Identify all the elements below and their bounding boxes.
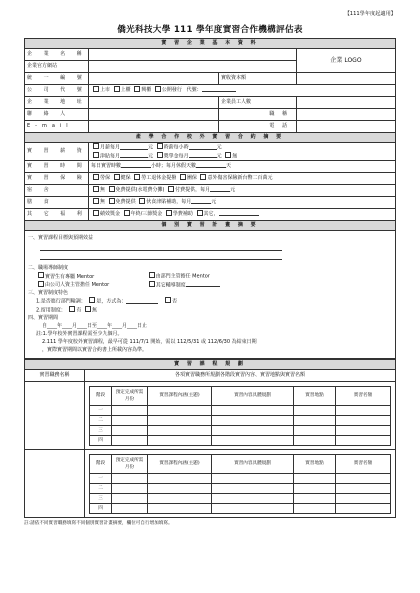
form-title: 僑光科技大學 111 學年度實習合作機構評估表 <box>117 25 303 35</box>
bonus-checkbox[interactable] <box>93 210 99 216</box>
table-row <box>90 435 391 445</box>
emerging-label: 興櫃 <box>141 87 152 93</box>
phone-label: 電 話 <box>219 121 297 133</box>
period-heading: 四、實習期間 <box>28 315 59 322</box>
stage-block-1 <box>85 381 396 449</box>
plan-summary <box>24 231 396 359</box>
mentor-2-checkbox[interactable] <box>149 272 155 278</box>
retention-row <box>36 306 392 315</box>
topic-cell[interactable] <box>148 473 212 483</box>
lodging-options <box>89 185 396 197</box>
scholarship-field[interactable] <box>189 152 217 158</box>
salary-none-label: 無 <box>232 153 238 160</box>
mentor-row-2 <box>36 281 392 290</box>
unit-text: 元 <box>216 144 222 151</box>
rotation-label: 1.是否進行部門輪調： <box>36 298 86 305</box>
months-cell[interactable] <box>112 435 148 445</box>
bonus-label: 績效獎金 <box>100 211 121 218</box>
mentor-heading: 二、職場導師制度 <box>28 265 69 272</box>
stage-cell: 四 <box>90 503 112 513</box>
hourly-salary-checkbox[interactable] <box>157 143 163 149</box>
lodging-none-checkbox[interactable] <box>93 186 99 192</box>
table-row <box>90 425 391 435</box>
content-cell[interactable] <box>212 415 294 425</box>
otc-checkbox[interactable] <box>114 86 120 92</box>
code-label: 公 司 代 號 <box>25 85 89 97</box>
website-field[interactable] <box>89 61 297 73</box>
mentor-4-checkbox[interactable] <box>149 281 155 287</box>
email-label: E-mail <box>25 121 89 133</box>
allowance-label: 津貼每月 <box>100 153 121 160</box>
listed-checkbox[interactable] <box>93 86 99 92</box>
rotation-yes-checkbox[interactable] <box>89 297 95 303</box>
monthly-salary-field[interactable] <box>120 144 148 150</box>
quota-cell[interactable] <box>336 415 391 425</box>
quota-cell[interactable] <box>336 425 391 435</box>
otc-label: 上櫃 <box>120 87 131 93</box>
content-header: 實習內容具體規劃 <box>212 454 294 473</box>
goal-field-2[interactable] <box>40 251 282 260</box>
note-1: 註:1.學年校外實習課程需至少九個月。 <box>36 331 123 338</box>
period-line[interactable]: 自____年____月____日至____年____月____日止 <box>42 323 148 330</box>
meals-free-checkbox[interactable] <box>109 198 115 204</box>
scholarship-label: 獎學金每月 <box>163 153 189 160</box>
meals-free-label: 免費提供 <box>115 199 136 206</box>
code-number-label: 代號： <box>186 87 202 93</box>
goal-heading: 一、實習課程目標與預期效益 <box>28 235 94 242</box>
monthly-salary-label: 月薪每月 <box>100 144 121 151</box>
place-header: 實習地點 <box>294 454 336 473</box>
salary-label: 實 習 薪 資 <box>25 143 89 161</box>
lodging-fee-field[interactable] <box>210 186 230 192</box>
other-label: 其它， <box>203 211 219 218</box>
note-3: ，實際實習期間以實習合約書上所載內容為準。 <box>42 347 148 354</box>
other-checkbox[interactable] <box>197 210 203 216</box>
stage-cell: 二 <box>90 483 112 493</box>
job-name-header: 實習職務名稱 <box>25 369 85 381</box>
stage-cell: 一 <box>90 473 112 483</box>
hourly-salary-label: 時薪每小時 <box>163 144 189 151</box>
mentor-row-1 <box>36 272 392 281</box>
months-cell[interactable] <box>112 415 148 425</box>
daily-hours-field[interactable] <box>121 162 151 168</box>
stage-cell: 一 <box>90 405 112 415</box>
months-cell[interactable] <box>112 405 148 415</box>
stage-cell: 二 <box>90 415 112 425</box>
stage-cell: 四 <box>90 435 112 445</box>
topic-cell[interactable] <box>148 435 212 445</box>
content-header: 實習內容具體規劃 <box>212 386 294 405</box>
meals-subsidy-checkbox[interactable] <box>139 198 145 204</box>
lodging-label: 宿 舍 <box>25 185 89 197</box>
tuition-label: 學費補助 <box>172 211 193 218</box>
salary-options <box>89 143 396 161</box>
other-benefits-label: 其 它 福 利 <box>25 209 89 221</box>
unit-text: 元 <box>230 187 236 194</box>
monthly-leave-field[interactable] <box>196 162 226 168</box>
labor-ins-checkbox[interactable] <box>93 174 99 180</box>
public-label: 公開發行 <box>161 87 182 93</box>
months-header: 預定完成所需月份 <box>112 454 148 473</box>
content-cell[interactable] <box>212 503 294 513</box>
mentor-other-field[interactable] <box>186 281 220 287</box>
scholarship-checkbox[interactable] <box>157 152 163 158</box>
contact-label: 聯 絡 人 <box>25 109 89 121</box>
other-benefits-options <box>89 209 396 221</box>
monthly-salary-checkbox[interactable] <box>93 143 99 149</box>
accident-ins-checkbox[interactable] <box>200 174 206 180</box>
rotation-no-checkbox[interactable] <box>165 297 171 303</box>
meals-none-checkbox[interactable] <box>93 198 99 204</box>
topic-cell[interactable] <box>148 425 212 435</box>
unit-text: 元 <box>211 199 217 206</box>
quota-cell[interactable] <box>336 405 391 415</box>
content-cell[interactable] <box>212 483 294 493</box>
employees-label: 企業員工人數 <box>219 97 297 109</box>
stage-table-1 <box>89 386 391 446</box>
monthly-leave-label: 小時；每月休假天數 <box>151 163 197 170</box>
topic-cell[interactable] <box>148 503 212 513</box>
labor-ins-label: 勞保 <box>100 175 111 182</box>
stage-table-2 <box>89 454 391 514</box>
emerging-checkbox[interactable] <box>134 86 140 92</box>
topic-header: 實習課程內涵(主題) <box>148 386 212 405</box>
quota-cell[interactable] <box>336 473 391 483</box>
quota-cell[interactable] <box>336 493 391 503</box>
place-cell[interactable] <box>294 493 336 503</box>
capital-label: 實收資本額 <box>219 73 297 85</box>
place-cell[interactable] <box>294 503 336 513</box>
tax-id-field[interactable] <box>89 73 219 85</box>
content-cell[interactable] <box>212 405 294 415</box>
content-cell[interactable] <box>212 425 294 435</box>
meals-none-label: 無 <box>100 199 106 206</box>
place-header: 實習地點 <box>294 386 336 405</box>
rotation-row <box>36 297 392 306</box>
mentor-1-checkbox[interactable] <box>38 272 44 278</box>
hours-label: 實 習 時 間 <box>25 161 89 173</box>
stage-header: 階段 <box>90 454 112 473</box>
listed-label: 上市 <box>100 87 111 93</box>
stage-block-2 <box>85 449 396 517</box>
content-cell[interactable] <box>212 493 294 503</box>
yearend-label: 年終/三節獎金 <box>130 211 163 218</box>
corner-note: 【111學年度起適用】 <box>344 11 396 17</box>
public-checkbox[interactable] <box>155 86 161 92</box>
quota-cell[interactable] <box>336 503 391 513</box>
group-ins-checkbox[interactable] <box>180 174 186 180</box>
hours-field <box>89 161 396 173</box>
retention-yes-checkbox[interactable] <box>69 306 75 312</box>
place-cell[interactable] <box>294 483 336 493</box>
footer-note: 註:請依不同實習職務填寫不同個別實習計畫摘要，欄位可自行增加填寫。 <box>24 520 173 526</box>
lodging-paid-label: 付費提供，每月 <box>175 187 211 194</box>
place-cell[interactable] <box>294 425 336 435</box>
unit-text: 天 <box>226 163 232 170</box>
months-header: 預定完成所需月份 <box>112 386 148 405</box>
mentor-1-label: 實習生有專屬 Mentor <box>45 273 95 280</box>
place-cell[interactable] <box>294 435 336 445</box>
place-cell[interactable] <box>294 415 336 425</box>
retention-no-checkbox[interactable] <box>85 306 91 312</box>
job-title-label: 職 稱 <box>219 109 297 121</box>
insurance-options <box>89 173 396 185</box>
accident-ins-label: 意外傷害保險新台幣二百萬元 <box>207 175 273 182</box>
table-row <box>90 405 391 415</box>
unit-text: 元 <box>148 153 154 160</box>
course-plan-table <box>24 359 396 518</box>
topic-cell[interactable] <box>148 405 212 415</box>
place-cell[interactable] <box>294 473 336 483</box>
capital-field[interactable] <box>297 73 396 85</box>
evaluation-form <box>24 11 396 526</box>
lodging-free-checkbox[interactable] <box>109 186 115 192</box>
rotation-method-field[interactable] <box>126 298 158 304</box>
retention-label: 2.留用制度： <box>36 307 66 314</box>
meals-subsidy-field[interactable] <box>191 198 211 204</box>
job-desc-header: 各項實習職務所規劃各階段實習內容、實習地點與實習名額 <box>85 369 396 381</box>
code-number-field[interactable] <box>202 86 236 92</box>
pension-checkbox[interactable] <box>134 174 140 180</box>
topic-header: 實習課程內涵(主題) <box>148 454 212 473</box>
lodging-paid-checkbox[interactable] <box>168 186 174 192</box>
group-ins-label: 團保 <box>186 175 197 182</box>
unit-text: 元 <box>148 144 154 151</box>
retention-yes-label: 有 <box>76 307 82 314</box>
course-section-header: 實 習 課 程 規 劃 <box>25 359 396 369</box>
quota-header: 實習名額 <box>336 386 391 405</box>
mentor-3-label: 由公司人資主管擔任 Mentor <box>45 282 110 289</box>
job-name-cell-2[interactable] <box>25 449 85 517</box>
lodging-none-label: 無 <box>100 187 106 194</box>
quota-header: 實習名額 <box>336 454 391 473</box>
job-title-field[interactable] <box>297 109 396 121</box>
rotation-yes-label: 是，方式為： <box>96 298 127 305</box>
basic-info-table <box>24 38 396 133</box>
basic-section-header: 實 習 企 業 基 本 資 料 <box>25 39 396 49</box>
mentor-3-checkbox[interactable] <box>38 281 44 287</box>
allowance-field[interactable] <box>120 152 148 158</box>
insurance-label: 實 習 保 險 <box>25 173 89 185</box>
unit-text: 元 <box>216 153 222 160</box>
table-row <box>90 415 391 425</box>
stage-cell: 三 <box>90 493 112 503</box>
goal-field-1[interactable] <box>40 242 282 251</box>
topic-cell[interactable] <box>148 493 212 503</box>
months-cell[interactable] <box>112 503 148 513</box>
address-field[interactable] <box>89 97 219 109</box>
address-label: 企 業 地 址 <box>25 97 89 109</box>
meals-subsidy-label: 伙食津貼補助，每月 <box>146 199 192 206</box>
contract-summary-table <box>24 132 396 231</box>
company-name-field[interactable] <box>89 49 297 61</box>
yearend-checkbox[interactable] <box>124 210 130 216</box>
daily-hours-label: 每日實習時數 <box>91 163 122 170</box>
table-row <box>90 483 391 493</box>
website-label: 企業官方網站 <box>25 61 89 73</box>
table-row <box>90 473 391 483</box>
code-options <box>89 85 396 97</box>
allowance-checkbox[interactable] <box>93 152 99 158</box>
content-cell[interactable] <box>212 473 294 483</box>
pension-label: 勞工退休金提撥 <box>141 175 177 182</box>
rotation-no-label: 否 <box>172 298 178 305</box>
table-row <box>90 503 391 513</box>
months-cell[interactable] <box>112 425 148 435</box>
tax-id-label: 統 一 編 號 <box>25 73 89 85</box>
logo-field[interactable]: 企業 LOGO <box>297 49 396 73</box>
contact-field[interactable] <box>89 109 219 121</box>
note-2: 2.111 學年度校外實習課程，最早可從 111/7/1 開始，需以 112/5/31 或 112/6/30 為結束日期 <box>42 339 257 346</box>
table-row <box>90 493 391 503</box>
company-name-label: 企 業 名 稱 <box>25 49 89 61</box>
lodging-free-label: 免費提供(水電費分攤) <box>115 187 165 194</box>
health-ins-checkbox[interactable] <box>114 174 120 180</box>
months-cell[interactable] <box>112 483 148 493</box>
job-name-cell-1[interactable] <box>25 381 85 449</box>
feature-heading: 三、實習制度特色 <box>28 290 69 297</box>
stage-cell: 三 <box>90 425 112 435</box>
salary-none-checkbox[interactable] <box>225 152 231 158</box>
place-cell[interactable] <box>294 405 336 415</box>
meals-options <box>89 197 396 209</box>
phone-field[interactable] <box>297 121 396 133</box>
mentor-2-label: 由部門主管擔任 Mentor <box>155 273 210 280</box>
tuition-checkbox[interactable] <box>166 210 172 216</box>
content-cell[interactable] <box>212 435 294 445</box>
quota-cell[interactable] <box>336 435 391 445</box>
summary-section-header: 產 學 合 作 校 外 實 習 合 約 摘 要 <box>25 133 396 143</box>
retention-no-label: 無 <box>91 307 97 314</box>
months-cell[interactable] <box>112 493 148 503</box>
email-field[interactable] <box>89 121 219 133</box>
employees-field[interactable] <box>297 97 396 109</box>
quota-cell[interactable] <box>336 483 391 493</box>
topic-cell[interactable] <box>148 483 212 493</box>
health-ins-label: 健保 <box>120 175 131 182</box>
plan-section-header: 個 別 實 習 計 畫 摘 要 <box>25 221 396 231</box>
other-field[interactable] <box>219 210 259 216</box>
mentor-4-label: 其它輔導制度 <box>155 282 186 289</box>
meals-label: 膳 食 <box>25 197 89 209</box>
stage-header: 階段 <box>90 386 112 405</box>
hourly-salary-field[interactable] <box>189 144 217 150</box>
topic-cell[interactable] <box>148 415 212 425</box>
months-cell[interactable] <box>112 473 148 483</box>
